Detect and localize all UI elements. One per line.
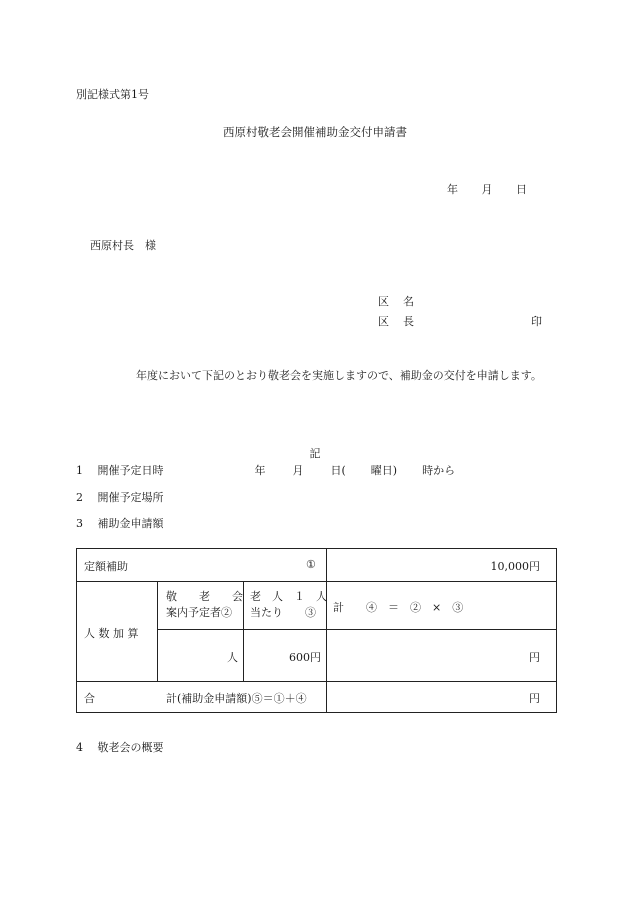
- document-title: 西原村敬老会開催補助金交付申請書: [223, 125, 407, 139]
- date-day-label: 日: [516, 183, 527, 196]
- item-number: 1: [76, 464, 83, 477]
- fixed-subsidy-amount: 10,000円: [490, 560, 540, 573]
- fixed-subsidy-label: 定額補助: [84, 560, 128, 573]
- item-label: 開催予定場所: [97, 491, 164, 504]
- seal-mark: 印: [531, 315, 542, 328]
- column-divider: [157, 581, 158, 681]
- item-number: 2: [76, 491, 83, 504]
- row-divider: [77, 581, 556, 582]
- total-formula: 計(補助金申請額)⑤＝①＋④: [166, 692, 307, 705]
- ki-heading: 記: [309, 447, 321, 460]
- applicant-district-head: [378, 313, 414, 329]
- invitees-header-line1: 敬 老 会: [166, 590, 243, 603]
- total-label-left: 合: [84, 692, 95, 705]
- invitees-header: [166, 589, 243, 621]
- schedule-time: 時から: [422, 464, 456, 477]
- subtotal-formula: 計 ④ ＝ ② × ③: [333, 601, 464, 614]
- per-person-header-line1: 老 人 １ 人: [250, 590, 327, 603]
- row-divider: [77, 681, 556, 682]
- schedule-month: 月: [292, 464, 304, 477]
- item-venue: [76, 489, 164, 505]
- district-label-2: 区: [378, 315, 389, 328]
- head-label: 長: [403, 315, 414, 328]
- fixed-subsidy-marker: ①: [306, 558, 316, 571]
- persons-unit: 人: [227, 651, 238, 664]
- subtotal-unit: 円: [529, 651, 540, 664]
- item-requested-amount: [76, 515, 164, 531]
- per-person-header: [250, 589, 327, 621]
- schedule-day: 日(: [330, 464, 346, 477]
- item-number: 4: [76, 741, 83, 754]
- request-statement: 年度において下記のとおり敬老会を実施しますので、補助金の交付を申請します。: [136, 369, 542, 382]
- column-divider: [326, 549, 327, 712]
- item-overview: [76, 739, 164, 755]
- per-person-amount: 600円: [289, 651, 321, 664]
- column-divider: [243, 581, 244, 681]
- item-label: 補助金申請額: [97, 517, 164, 530]
- applicant-district-name: [378, 293, 414, 309]
- date-year-label: 年: [447, 183, 458, 196]
- item-label: 開催予定日時: [97, 464, 164, 477]
- date-line: [447, 181, 527, 197]
- subsidy-amount-table: [76, 548, 557, 713]
- headcount-addition-label: 人 数 加 算: [84, 627, 139, 640]
- district-label: 区: [378, 295, 389, 308]
- item-schedule: [76, 462, 455, 478]
- per-person-header-line2: 当たり ③: [250, 606, 316, 619]
- item-label: 敬老会の概要: [97, 741, 164, 754]
- schedule-weekday: 曜日): [370, 464, 398, 477]
- item-number: 3: [76, 517, 83, 530]
- name-label: 名: [403, 295, 414, 308]
- form-number: 別記様式第1号: [76, 88, 149, 101]
- addressee: 西原村長 様: [90, 239, 156, 252]
- invitees-header-line2: 案内予定者②: [166, 606, 232, 619]
- row-divider: [157, 629, 556, 630]
- total-unit: 円: [529, 692, 540, 705]
- schedule-year: 年: [254, 464, 266, 477]
- date-month-label: 月: [481, 183, 493, 196]
